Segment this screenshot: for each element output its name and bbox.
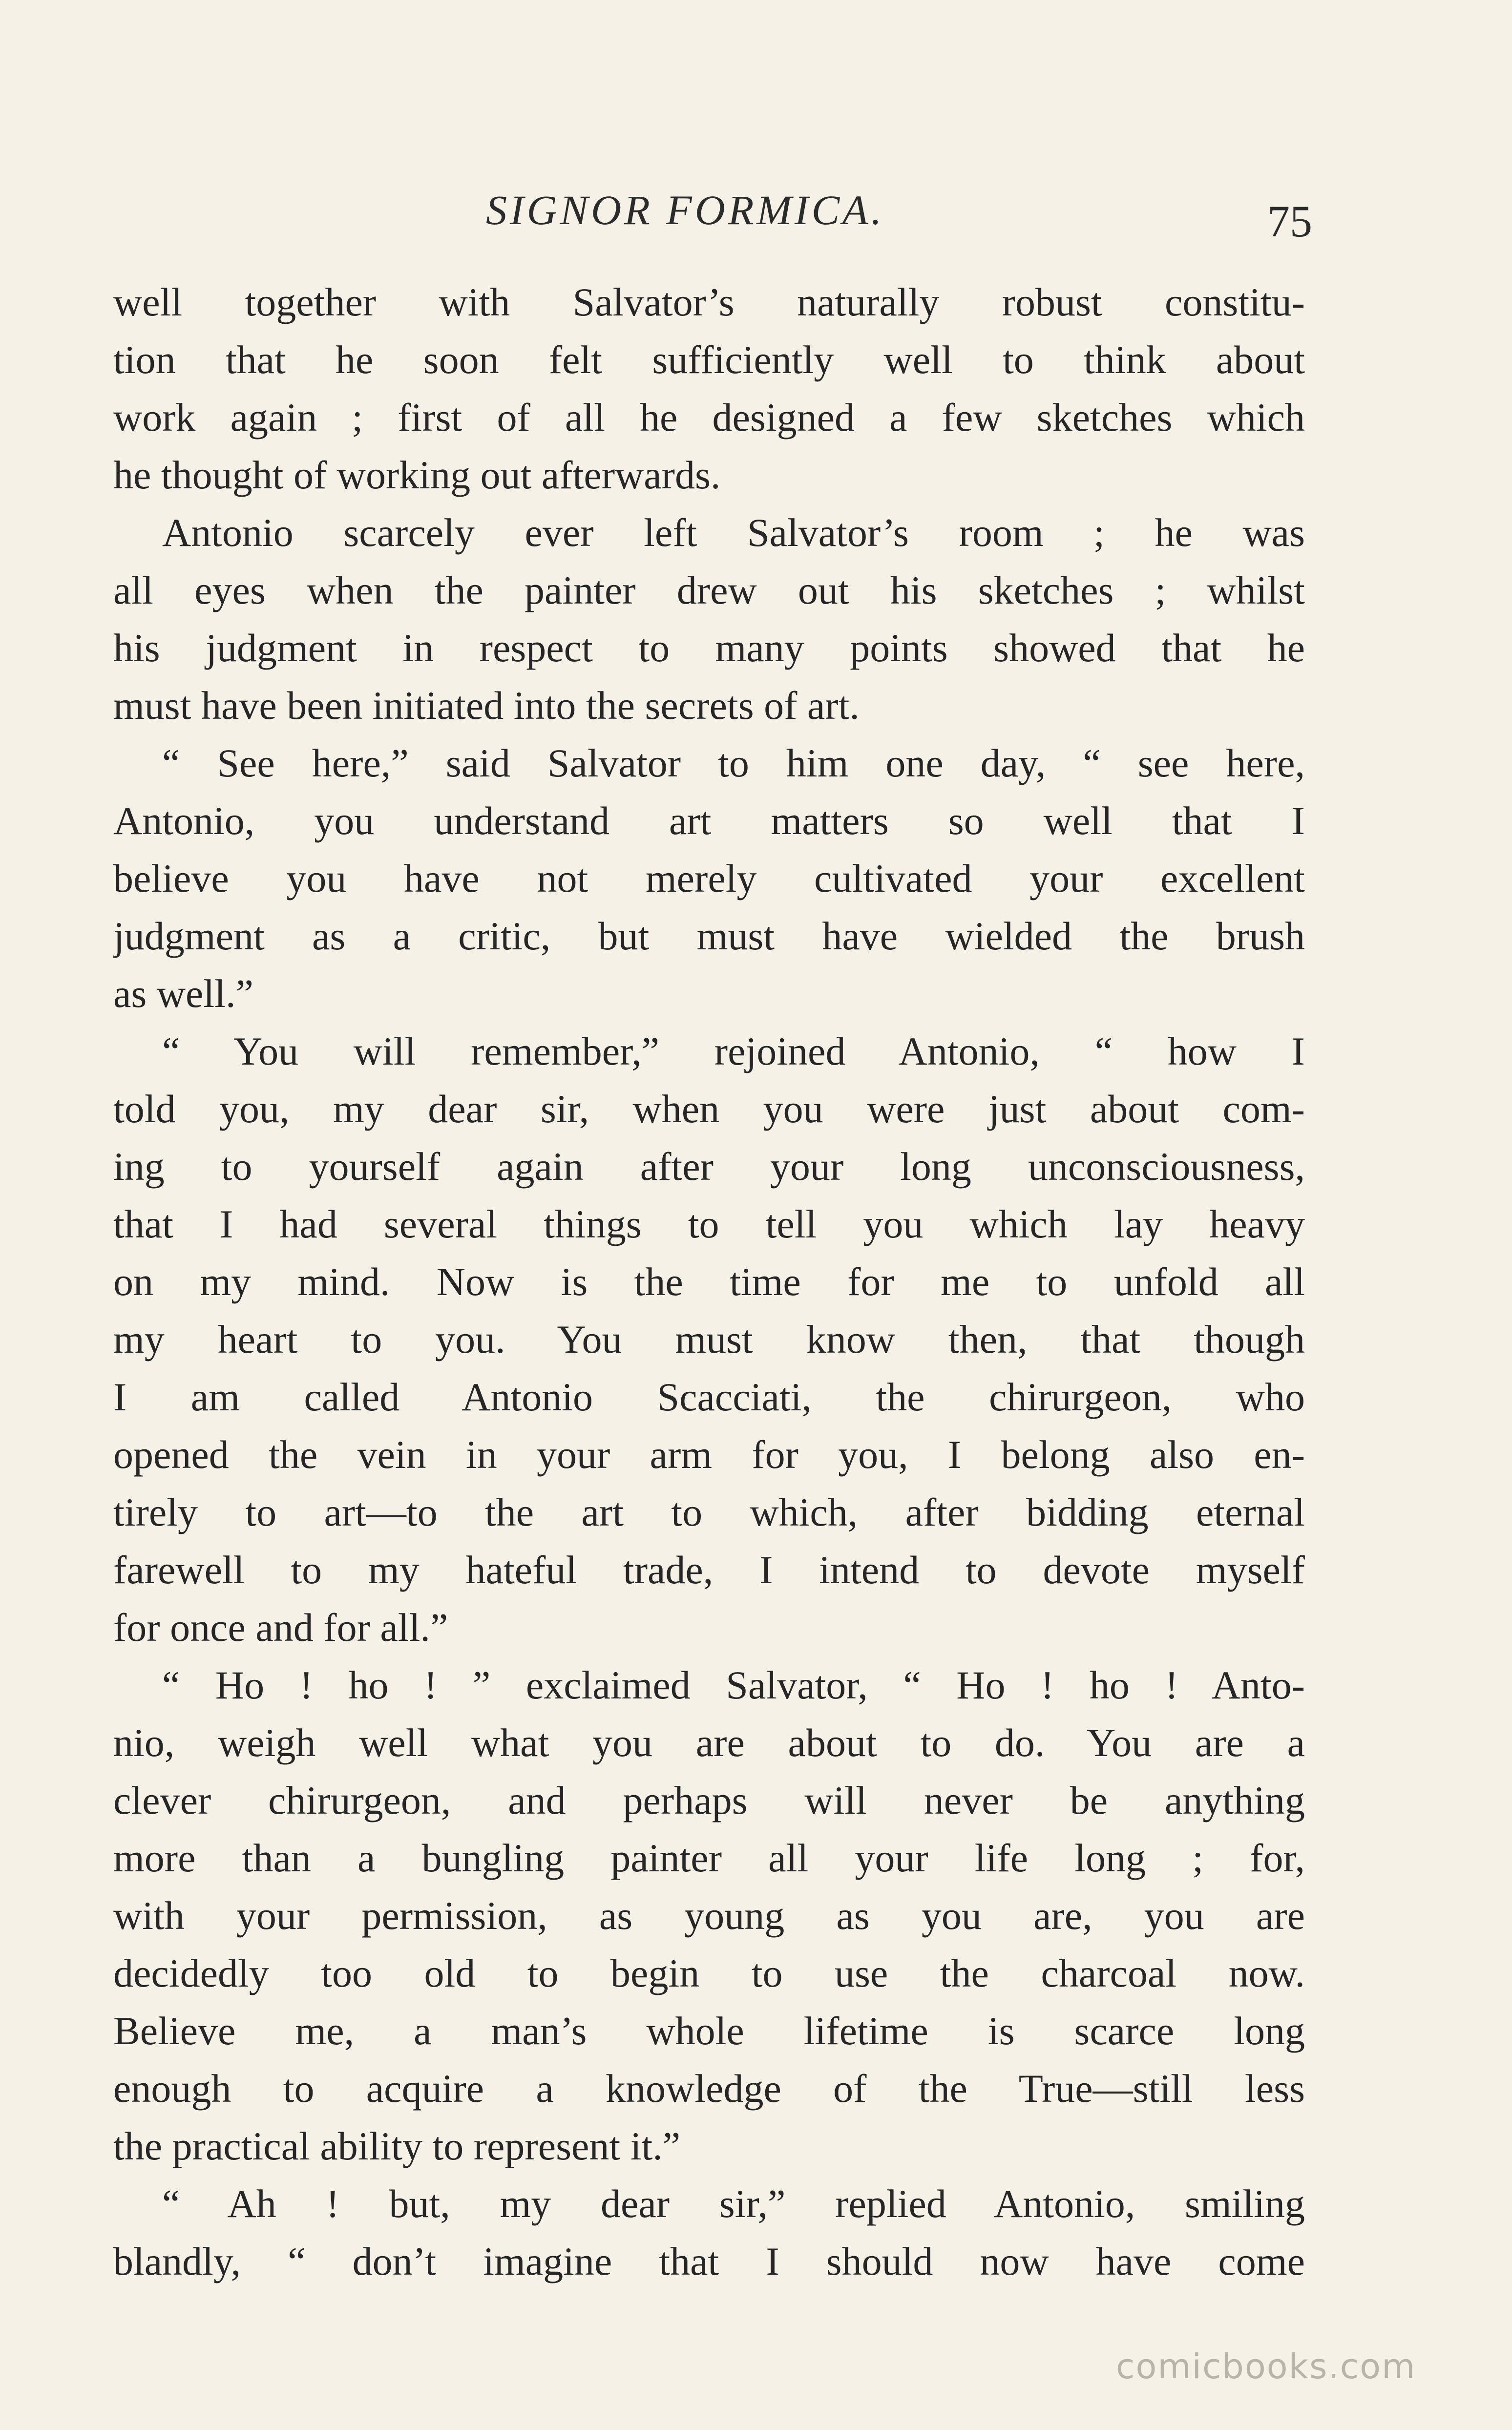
text-line: nio, weigh well what you are about to do. You are a <box>113 1720 1305 1765</box>
text-line: his judgment in respect to many points showed that he <box>113 626 1305 670</box>
text-line: must have been initiated into the secrets of art. <box>113 683 860 728</box>
running-head: SIGNOR FORMICA. <box>486 187 885 233</box>
text-line: well together with Salvator’s naturally robust constitu- <box>113 280 1305 324</box>
text-line: for once and for all.” <box>113 1605 448 1650</box>
text-line: more than a bungling painter all your life long ; for, <box>113 1836 1305 1880</box>
text-line: decidedly too old to begin to use the charcoal now. <box>113 1951 1305 1995</box>
text-line: work again ; first of all he designed a few sketches which <box>113 395 1305 440</box>
text-line: “ Ho ! ho ! ” exclaimed Salvator, “ Ho ! ho ! Anto- <box>162 1663 1305 1707</box>
text-line: farewell to my hateful trade, I intend to devote myself <box>113 1548 1305 1592</box>
text-line: as well.” <box>113 971 253 1016</box>
text-line: opened the vein in your arm for you, I belong also en- <box>113 1432 1305 1477</box>
text-line: blandly, “ don’t imagine that I should now have come <box>113 2239 1305 2283</box>
text-line: ing to yourself again after your long unconsciousness, <box>113 1144 1305 1189</box>
text-line: I am called Antonio Scacciati, the chirurgeon, who <box>113 1375 1305 1419</box>
text-line: on my mind. Now is the time for me to unfold all <box>113 1259 1305 1304</box>
body-text <box>113 273 1305 2290</box>
text-line: “ Ah ! but, my dear sir,” replied Antonio, smiling <box>162 2181 1305 2226</box>
text-line: that I had several things to tell you which lay heavy <box>113 1202 1305 1246</box>
text-line: tirely to art—to the art to which, after bidding eternal <box>113 1490 1305 1534</box>
text-line: believe you have not merely cultivated your excellent <box>113 856 1305 901</box>
text-line: clever chirurgeon, and perhaps will never be anything <box>113 1778 1305 1822</box>
text-line: Believe me, a man’s whole lifetime is scarce long <box>113 2009 1305 2053</box>
text-line: my heart to you. You must know then, that though <box>113 1317 1305 1362</box>
page-number: 75 <box>1267 196 1312 246</box>
text-line: told you, my dear sir, when you were just about com- <box>113 1087 1305 1131</box>
text-line: Antonio scarcely ever left Salvator’s room ; he was <box>162 510 1305 555</box>
text-line: enough to acquire a knowledge of the True—still less <box>113 2066 1305 2111</box>
page-header <box>0 176 1512 244</box>
text-line: all eyes when the painter drew out his sketches ; whilst <box>113 568 1305 612</box>
text-line: judgment as a critic, but must have wielded the brush <box>113 914 1305 958</box>
text-line: the practical ability to represent it.” <box>113 2124 681 2168</box>
text-line: with your permission, as young as you are, you are <box>113 1893 1305 1938</box>
text-line: “ You will remember,” rejoined Antonio, “ how I <box>162 1029 1305 1073</box>
text-line: tion that he soon felt sufficiently well to think about <box>113 337 1305 382</box>
text-line: “ See here,” said Salvator to him one day, “ see here, <box>162 741 1305 785</box>
watermark: comicbooks.com <box>1116 2346 1416 2387</box>
text-line: Antonio, you understand art matters so well that I <box>113 798 1305 843</box>
text-line: he thought of working out afterwards. <box>113 453 721 497</box>
